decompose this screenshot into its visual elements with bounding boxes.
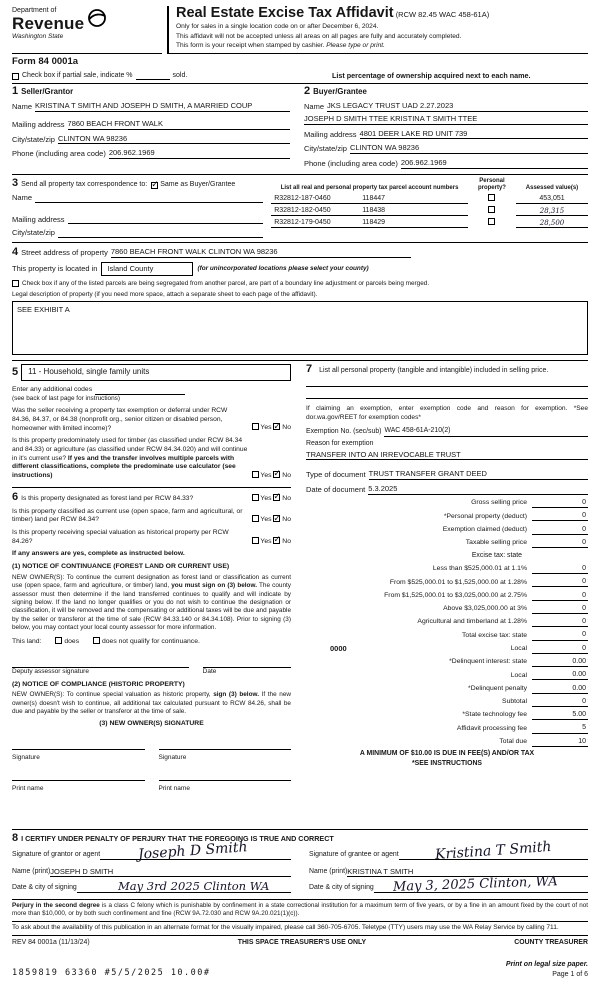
seller-phone-label: Phone (including area code) — [12, 149, 106, 159]
rev-form-id: REV 84 0001a (11/13/24) — [12, 939, 90, 947]
no-label: No — [282, 537, 291, 545]
grantee-signature-block — [309, 839, 588, 896]
affidavit-processing-fee-label: Affidavit processing fee — [456, 724, 527, 732]
grantee-print-name-label: Name (print) — [309, 868, 348, 876]
no-checkbox[interactable] — [273, 423, 280, 430]
form-title: Real Estate Excise Tax Affidavit — [176, 5, 394, 21]
compliance-heading: (2) NOTICE OF COMPLIANCE (HISTORIC PROPERTY) — [12, 680, 185, 688]
gross-selling-price-value[interactable]: 0 — [532, 498, 588, 508]
left-column — [12, 361, 300, 828]
section-buyer-grantee — [300, 86, 588, 169]
tier1-label: Less than $525,000.01 at 1.1% — [432, 565, 527, 573]
exemption-deferral-question: Was the seller receiving a property tax exemption or deferral under RCW 84.36, 84.37, or 84.38 (nonprofit org., senior citizen or disabled person, homeowner with limited income)? — [12, 407, 228, 432]
buyer-title: Buyer/Grantee — [313, 86, 367, 96]
cashier-stamp: 1859819 63360 #5/5/2025 10.00# — [12, 967, 211, 978]
parcel-number[interactable]: R32812-182-0450 — [271, 203, 359, 215]
county-treasurer-label: COUNTY TREASURER — [514, 939, 588, 947]
subtotal-value[interactable]: 0 — [532, 697, 588, 707]
grantee-signature-script: Kristina T Smith — [434, 839, 552, 864]
personal-property-checkbox[interactable] — [488, 194, 495, 201]
yes-label: Yes — [260, 494, 272, 502]
yes-label: Yes — [260, 424, 272, 432]
partial-sale-percent-field[interactable] — [136, 71, 170, 80]
personal-property-list-label: List all personal property (tangible and intangible) included in selling price. — [319, 367, 549, 375]
this-land-label: This land: — [12, 638, 42, 646]
additional-codes-field[interactable] — [95, 386, 185, 395]
certify-statement: I CERTIFY UNDER PENALTY OF PERJURY THAT THE FOREGOING IS TRUE AND CORRECT — [21, 834, 334, 844]
corr-address-label: Mailing address — [12, 214, 65, 224]
receipt-row — [12, 960, 588, 979]
personal-property-deduct-value[interactable]: 0 — [532, 511, 588, 521]
seller-name-label: Name — [12, 102, 33, 112]
type-of-document-field[interactable]: TRUST TRANSFER GRANT DEED — [369, 469, 588, 480]
accessibility-notice: To ask about the availability of this publication in an alternate format for the visually impaired, please call 360-705-6705. Teletype (TTY) users may use the WA Relay Service by calling 711. — [12, 921, 588, 933]
partial-sale-row — [12, 71, 332, 80]
form-number: Form 84 0001a — [12, 55, 79, 67]
forest-land-question: 6 Is this property designated as forest land per RCW 84.33? — [12, 490, 194, 503]
grantee-date-city-script: May 3, 2025 Clinton, WA — [392, 874, 558, 896]
dor-logo-block — [12, 6, 162, 54]
buyer-address-field[interactable]: 4801 DEER LAKE RD UNIT 739 — [360, 129, 588, 140]
assessed-value-handwritten[interactable]: 28,500 — [516, 215, 588, 227]
personal-property-checkbox[interactable] — [488, 218, 495, 225]
delinquent-interest-local-label: Local — [510, 671, 527, 679]
tier3-value[interactable]: 0 — [532, 591, 588, 601]
state-technology-fee-value[interactable]: 5.00 — [532, 710, 588, 720]
total-due-value[interactable]: 10 — [532, 737, 588, 747]
rcw-reference: (RCW 82.45 WAC 458-61A) — [395, 10, 490, 19]
buyer-csz-field[interactable]: CLINTON WA 98236 — [350, 143, 588, 154]
land-qualify-row — [12, 637, 291, 647]
ownership-percentage-note: List percentage of ownership acquired next to each name. — [332, 70, 531, 80]
no-checkbox[interactable] — [273, 515, 280, 522]
section-8-number: 8 — [12, 831, 19, 844]
parcel-number[interactable]: R32812-187-0460 — [271, 192, 359, 204]
type-of-document-label: Type of document — [306, 470, 366, 480]
perjury-notice: Perjury in the second degree is a class C felony which is punishable by confinement in a state correctional institution for a maximum term of five years, or by a fine in an amount fixed by the court of not more than $10,000, or by both such confinement and fine (RCW 9A.72.030 and RCW 9A.20.021(1)(c)). — [12, 902, 589, 918]
parcel-account[interactable]: 118438 — [359, 203, 468, 215]
corr-name-field[interactable] — [35, 194, 263, 203]
assessed-value-col-header: Assessed value(s) — [525, 184, 579, 191]
yes-no-group — [252, 471, 291, 481]
no-label: No — [282, 494, 291, 502]
segregated-checkbox[interactable] — [12, 280, 19, 287]
form-header — [12, 6, 588, 54]
section-seller-grantor — [12, 86, 300, 169]
buyer-name2-field[interactable]: JOSEPH D SMITH TTEE KRISTINA T SMITH TTEE — [304, 114, 588, 125]
yes-checkbox[interactable] — [252, 537, 259, 544]
yes-no-group — [252, 494, 291, 504]
parcel-account[interactable]: 118447 — [359, 192, 468, 204]
section-selling-price — [300, 361, 588, 828]
washington-state-text: Washington State — [12, 33, 64, 41]
seller-address-field[interactable]: 7860 BEACH FRONT WALK — [68, 119, 290, 130]
exemption-claimed-value[interactable]: 0 — [532, 525, 588, 535]
parcel-number[interactable]: R32812-179-0450 — [271, 215, 359, 227]
affidavit-processing-fee-value[interactable]: 5 — [532, 723, 588, 733]
page-number: Page 1 of 6 — [552, 970, 588, 978]
delinquent-interest-state-value[interactable]: 0.00 — [532, 657, 588, 667]
same-as-buyer-checkbox[interactable] — [151, 182, 158, 189]
parcel-row — [271, 192, 588, 204]
yes-label: Yes — [260, 471, 272, 479]
same-as-buyer-label: Same as Buyer/Grantee — [160, 180, 236, 188]
date-label: Date — [202, 668, 217, 676]
signature-label: Signature — [12, 753, 40, 761]
does-label: does — [64, 638, 80, 646]
footer-row — [12, 935, 588, 948]
personal-property-checkbox[interactable] — [488, 206, 495, 213]
tier2-label: From $525,000.01 to $1,525,000.00 at 1.28% — [389, 578, 527, 586]
seller-phone-field[interactable]: 206.962.1969 — [109, 148, 290, 159]
date-of-document-label: Date of document — [306, 485, 366, 495]
partial-sale-checkbox[interactable] — [12, 73, 19, 80]
local-tax-label: Local — [510, 645, 527, 653]
exemption-number-label: Exemption No. (sec/sub) — [306, 427, 382, 435]
does-checkbox[interactable] — [55, 637, 62, 644]
does-not-checkbox[interactable] — [93, 637, 100, 644]
assessed-value[interactable]: 453,051 — [516, 192, 588, 204]
section-4-number: 4 — [12, 246, 19, 259]
yes-checkbox[interactable] — [252, 423, 259, 430]
state-technology-fee-label: *State technology fee — [462, 711, 527, 719]
current-use-question: Is this property classified as current use (open space, farm and agricultural, or timber) land per RCW 84.34? — [12, 507, 243, 524]
delinquent-interest-local-value[interactable]: 0.00 — [532, 670, 588, 680]
yes-checkbox[interactable] — [252, 471, 259, 478]
grantor-signature-label: Signature of grantor or agent — [12, 850, 101, 858]
taxable-selling-price-label: Taxable selling price — [465, 539, 527, 547]
segregated-label: Check box if any of the listed parcels are being segregated from another parcel, are part of a boundary line adjustment or parcels being merged. — [22, 279, 430, 287]
grantor-signature-block — [12, 839, 291, 894]
personal-property-line[interactable] — [306, 375, 588, 387]
revenue-wordmark: Revenue — [12, 14, 85, 34]
dept-of-text: Department of — [12, 7, 57, 14]
reason-exemption-label: Reason for exemption — [306, 439, 374, 447]
seller-csz-field[interactable]: CLINTON WA 98236 — [58, 134, 290, 145]
historical-property-question: Is this property receiving special valuation as historical property per RCW 84.26? — [12, 528, 229, 545]
grantor-signature-script: Joseph D Smith — [137, 839, 248, 864]
delinquent-penalty-label: *Delinquent penalty — [468, 684, 527, 692]
partial-sale-sold-label: sold. — [172, 71, 188, 79]
total-due-label: Total due — [499, 737, 527, 745]
street-address-field[interactable]: 7860 BEACH FRONT WALK CLINTON WA 98236 — [111, 247, 411, 258]
title-block — [167, 6, 588, 54]
deputy-date-field[interactable] — [203, 659, 291, 668]
section-2-number: 2 — [304, 85, 311, 98]
seller-title: Seller/Grantor — [21, 86, 74, 96]
tier2-value[interactable]: 0 — [532, 577, 588, 587]
print-name-label: Print name — [158, 785, 190, 793]
legal-description-label: Legal description of property (if you need more space, attach a separate sheet to each page of the affidavit). — [12, 291, 318, 299]
seller-csz-label: City/state/zip — [12, 134, 55, 144]
section-3-number: 3 — [12, 176, 19, 189]
tier3-label: From $1,525,000.01 to $3,025,000.00 at 2.75% — [384, 591, 527, 599]
section-7-number: 7 — [306, 363, 313, 376]
section-designation — [12, 487, 291, 794]
main-columns — [12, 361, 588, 829]
treasurer-space-label: THIS SPACE TREASURER'S USE ONLY — [237, 939, 367, 947]
street-address-label: Street address of property — [21, 248, 108, 258]
signature-label: Signature — [158, 753, 187, 761]
assessed-value-handwritten[interactable]: 28,315 — [516, 203, 588, 215]
parcel-row — [271, 203, 588, 215]
personal-property-col-header: Personal property? — [477, 177, 506, 191]
no-checkbox[interactable] — [273, 537, 280, 544]
grantor-print-name-label: Name (print) — [12, 868, 51, 876]
parcel-table-wrap — [271, 178, 588, 238]
no-checkbox[interactable] — [273, 494, 280, 501]
agricultural-timberland-value[interactable]: 0 — [532, 617, 588, 627]
gross-selling-price-label: Gross selling price — [471, 499, 527, 507]
corr-csz-field[interactable] — [58, 229, 263, 238]
continuance-paragraph: NEW OWNER(S): To continue the current designation as forest land or classification as current use (open space, farm and agriculture, or timber) land, you must sign on (3) below. The county assessor must then determine if the land transferred continues to qualify and will indicate by signing below. If the land no longer qualifies or you do not wish to continue the designation or classification, it will be removed and the compensating or additional taxes will be due and payable by the seller or transferor at the time of sale (RCW 84.33.140 or 84.34.108). Prior to signing (3) below, you may contact your local county assessor for more information. — [12, 573, 291, 631]
compliance-paragraph: NEW OWNER(S): To continue special valuation as historic property, sign (3) below. If the new owner(s) doesn't wish to continue, all additional tax calculated pursuant to RCW 84.26, shall be due and payable by the seller or transferor at the time of sale. — [12, 691, 291, 716]
subtotal-label: Subtotal — [502, 698, 527, 706]
corr-csz-label: City/state/zip — [12, 228, 55, 238]
grantor-date-city-script: May 3rd 2025 Clinton WA — [118, 879, 270, 894]
correspondence-label: Send all property tax correspondence to: — [21, 180, 148, 188]
local-tax-value[interactable]: 0 — [532, 644, 588, 654]
buyer-name-field[interactable]: JKS LEGACY TRUST UAD 2.27.2023 — [327, 101, 588, 112]
no-label: No — [282, 516, 291, 524]
exemption-number-field[interactable]: WAC 458-61A-210(2) — [384, 427, 588, 437]
new-owner-print-name-field[interactable] — [159, 772, 292, 781]
tier4-label: Above $3,025,000.00 at 3% — [443, 605, 527, 613]
page-note — [506, 960, 588, 979]
buyer-name-label: Name — [304, 102, 325, 112]
new-owner-print-name-field[interactable] — [12, 772, 145, 781]
corr-name-label: Name — [12, 192, 33, 202]
legal-description-field[interactable]: SEE EXHIBIT A — [12, 301, 588, 355]
section-property-location — [12, 243, 588, 361]
deputy-assessor-label: Deputy assessor signature — [12, 668, 89, 676]
does-not-label: does not qualify for continuance. — [102, 638, 200, 646]
grantee-signature-label: Signature of grantee or agent — [309, 850, 399, 858]
section-certification — [12, 830, 588, 901]
seller-address-label: Mailing address — [12, 119, 65, 129]
seller-name-field[interactable]: KRISTINA T SMITH AND JOSEPH D SMITH, A MARRIED COUP — [35, 101, 290, 112]
personal-property-deduct-label: *Personal property (deduct) — [443, 512, 527, 520]
subheader-row — [12, 54, 588, 84]
header-note-1: Only for sales in a single location code on or after December 6, 2024. — [176, 22, 379, 30]
buyer-phone-label: Phone (including area code) — [304, 159, 398, 169]
print-name-label: Print name — [12, 785, 44, 793]
located-in-label: This property is located in — [12, 264, 98, 274]
total-excise-state-value[interactable]: 0 — [532, 630, 588, 640]
yes-checkbox[interactable] — [252, 515, 259, 522]
buyer-address-label: Mailing address — [304, 129, 357, 139]
partial-sale-label: Check box if partial sale, indicate % — [22, 71, 133, 79]
dor-swoosh-icon — [87, 8, 107, 31]
delinquent-interest-state-label: *Delinquent interest: state — [449, 658, 527, 666]
grantor-print-name-field[interactable]: JOSEPH D SMITH — [50, 867, 291, 878]
yes-label: Yes — [260, 537, 272, 545]
deputy-assessor-signature-field[interactable] — [12, 659, 189, 668]
additional-codes-note: (see back of last page for instructions) — [12, 394, 120, 402]
parcel-table — [271, 178, 588, 228]
header-note-3: This form is your receipt when stamped by cashier. Please type or print. — [176, 42, 385, 50]
buyer-phone-field[interactable]: 206.962.1969 — [401, 158, 588, 169]
land-use-code-field[interactable]: 11 - Household, single family units — [21, 364, 291, 380]
taxable-selling-price-value[interactable]: 0 — [532, 538, 588, 548]
parcel-row — [271, 215, 588, 227]
date-of-document-field[interactable]: 5.3.2025 — [368, 484, 588, 495]
section-1-number: 1 — [12, 85, 19, 98]
answers-yes-note: If any answers are yes, complete as instructed below. — [12, 550, 185, 558]
grantee-print-name-field[interactable]: KRISTINA T SMITH — [347, 867, 588, 878]
no-label: No — [282, 471, 291, 479]
total-excise-state-label: Total excise tax: state — [462, 631, 527, 639]
yes-no-group — [252, 515, 291, 525]
location-code: 0000 — [330, 644, 347, 654]
see-instructions-note: *SEE INSTRUCTIONS — [411, 759, 483, 767]
tier4-value[interactable]: 0 — [532, 604, 588, 614]
yes-no-group — [252, 537, 291, 547]
agricultural-timberland-label: Agricultural and timberland at 1.28% — [417, 618, 527, 626]
section-land-use — [12, 364, 291, 480]
yes-checkbox[interactable] — [252, 494, 259, 501]
header-note-2: This affidavit will not be accepted unless all areas on all pages are fully and accurately completed. — [176, 32, 462, 40]
tier1-value[interactable]: 0 — [532, 564, 588, 574]
section-tax-correspondence — [12, 175, 588, 243]
exemption-claimed-label: Exemption claimed (deduct) — [442, 525, 527, 533]
reason-exemption-field[interactable]: TRANSFER INTO AN IRREVOCABLE TRUST — [306, 450, 588, 461]
buyer-csz-label: City/state/zip — [304, 144, 347, 154]
continuance-heading: (1) NOTICE OF CONTINUANCE (FOREST LAND OR CURRENT USE) — [12, 563, 230, 571]
seller-buyer-row — [12, 84, 588, 175]
delinquent-penalty-value[interactable]: 0.00 — [532, 684, 588, 694]
corr-address-field[interactable] — [68, 215, 264, 224]
section-5-number: 5 — [12, 366, 19, 379]
no-checkbox[interactable] — [273, 471, 280, 478]
yes-label: Yes — [260, 516, 272, 524]
minimum-due-note: A MINIMUM OF $10.00 IS DUE IN FEE(S) AND/OR TAX — [359, 749, 535, 757]
form-footer — [12, 900, 588, 979]
print-legal-note: Print on legal size paper. — [505, 961, 588, 969]
county-select[interactable]: Island County — [101, 262, 193, 276]
county-note: (for unincorporated locations please select your county) — [197, 264, 369, 272]
new-owner-signature-field[interactable] — [12, 741, 145, 750]
grantor-date-city-label: Date & city of signing — [12, 884, 77, 892]
timber-agriculture-question: Is this property predominately used for timber (as classified under RCW 84.34 and 84.33) or agriculture (as classified under RCW 84.34.020) and will continue in it's current use? If yes and the transfer involves multiple parcels with different classifications, complete the predominate use calculator (see instructions) — [12, 437, 248, 480]
exemption-intro: If claiming an exemption, enter exemption code and reason for exemption. *See dor.wa.gov/REET for exemption codes* — [306, 405, 588, 422]
excise-tax-state-header: Excise tax: state — [471, 551, 522, 559]
no-label: No — [282, 424, 291, 432]
parcel-col-header: List all real and personal property tax parcel account numbers — [280, 184, 459, 191]
parcel-account[interactable]: 118429 — [359, 215, 468, 227]
grantee-date-city-label: Date & city of signing — [309, 884, 374, 892]
new-owner-signature-field[interactable] — [159, 741, 292, 750]
personal-property-line[interactable] — [306, 387, 588, 399]
yes-no-group — [252, 423, 291, 433]
new-owner-signature-heading: (3) NEW OWNER(S) SIGNATURE — [99, 720, 204, 728]
additional-codes-label: Enter any additional codes — [12, 386, 93, 394]
